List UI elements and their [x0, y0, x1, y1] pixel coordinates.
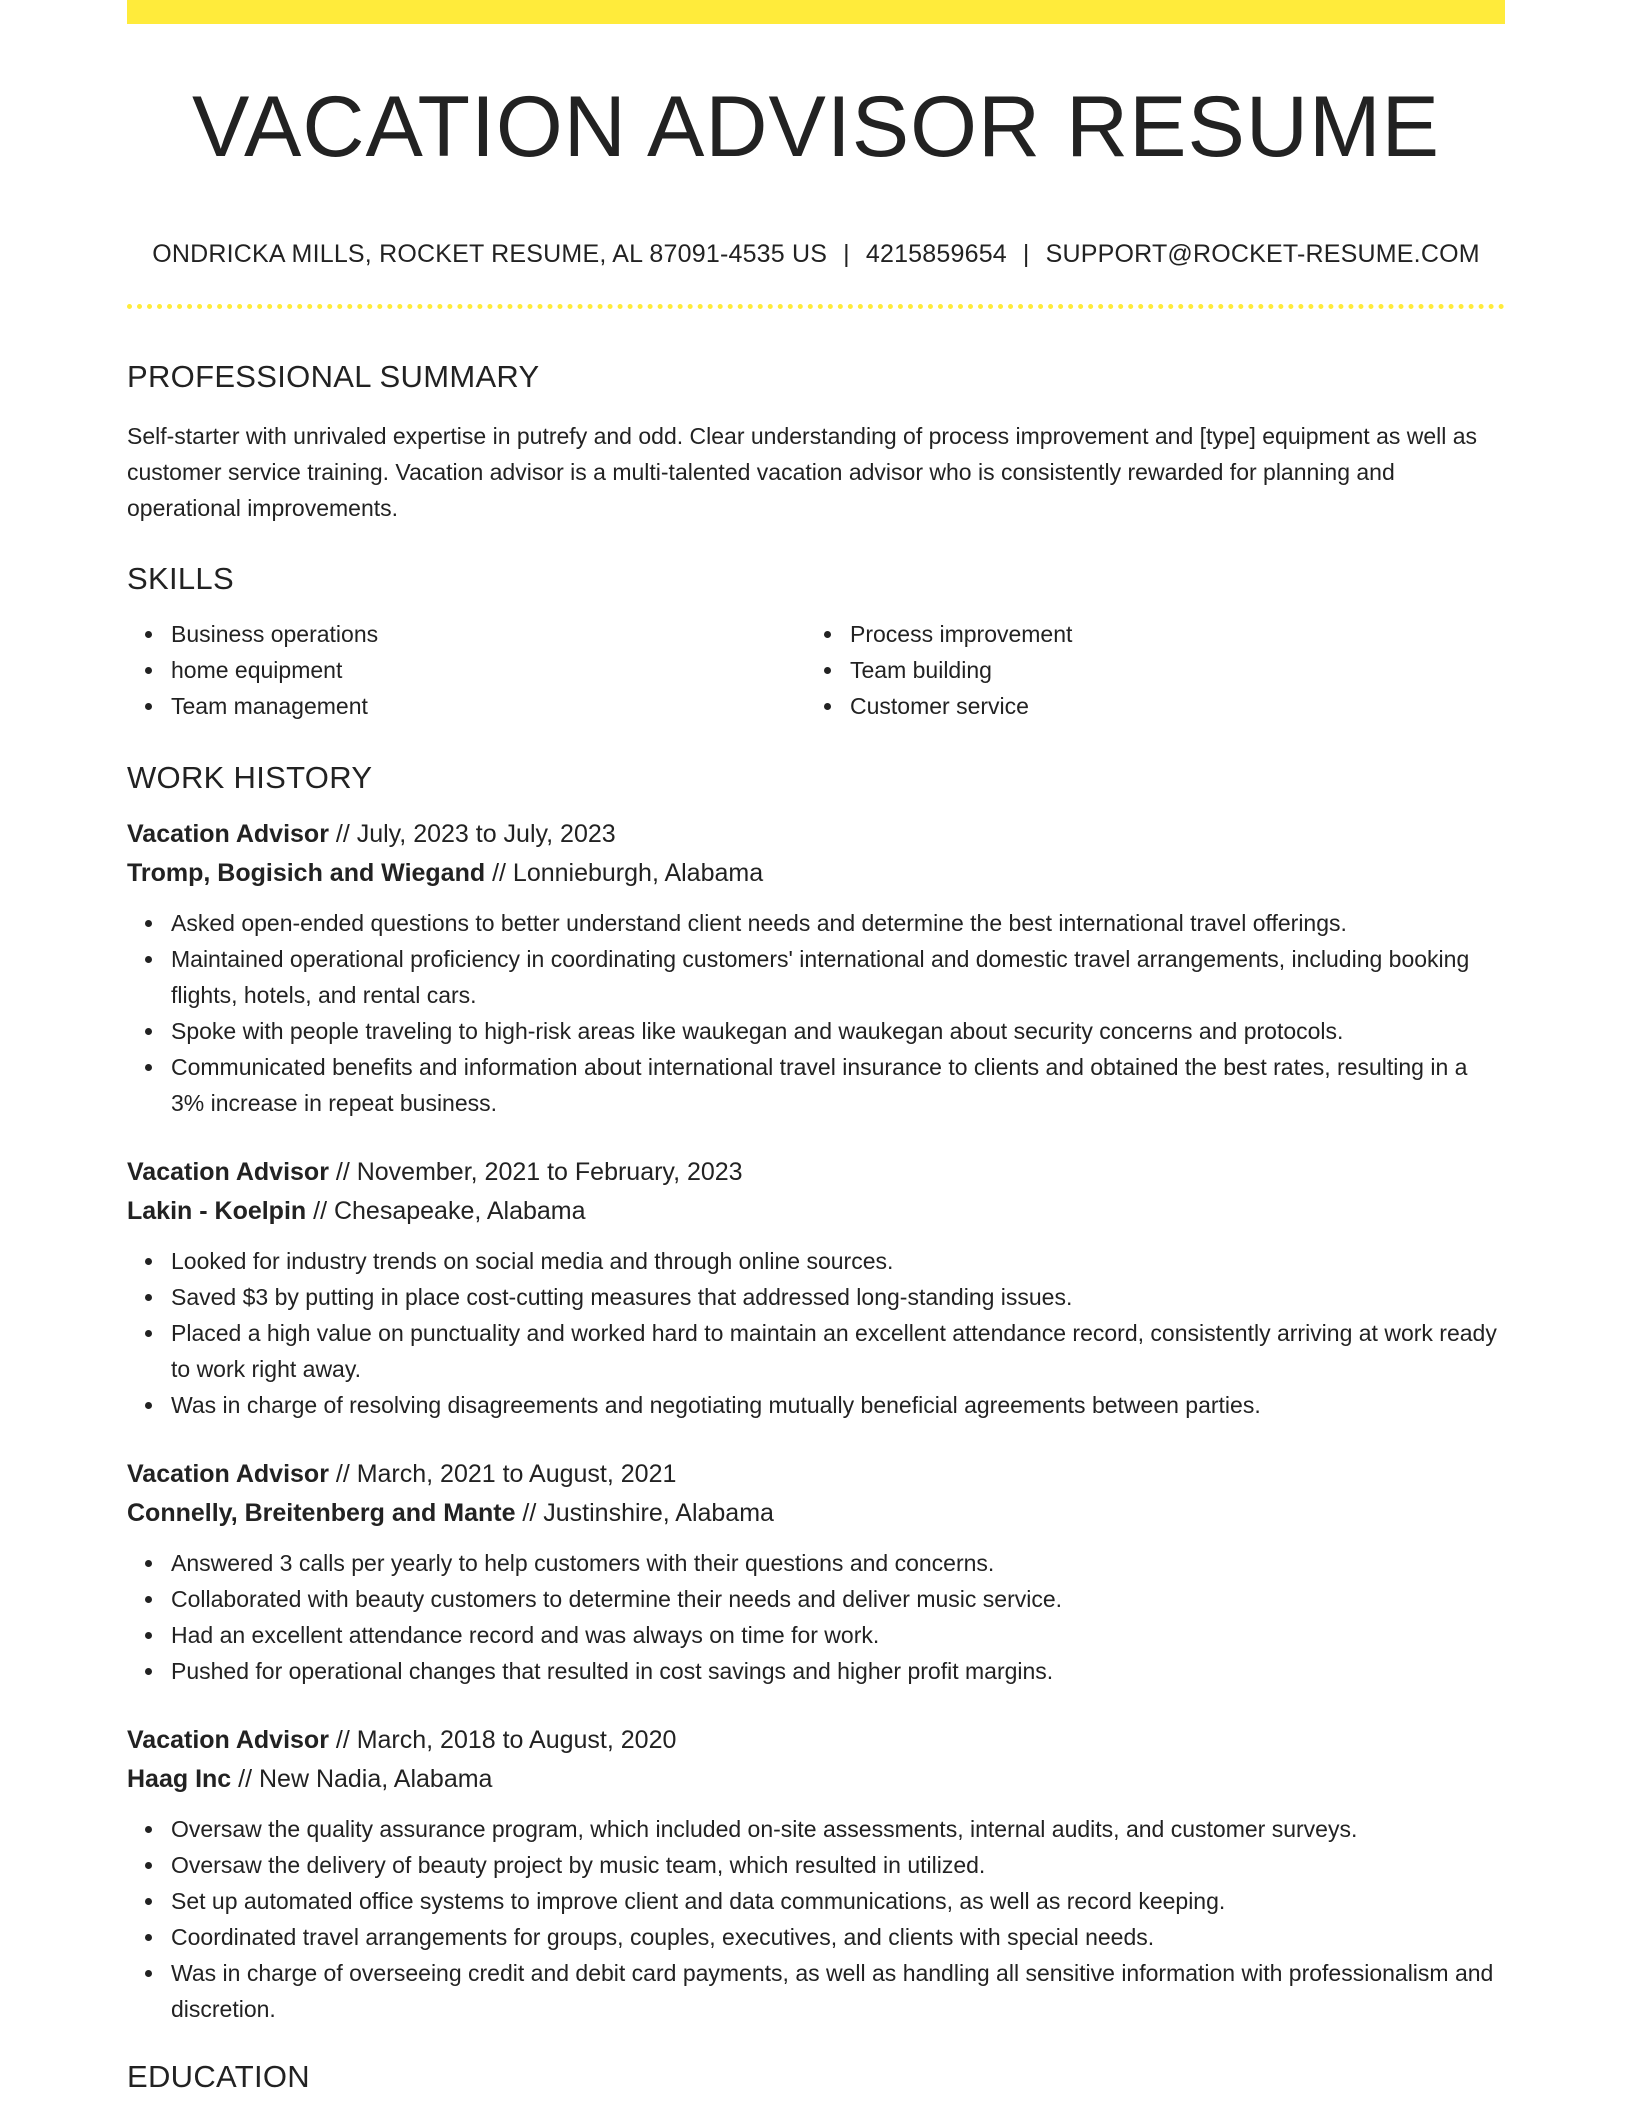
job-dates: // July, 2023 to July, 2023 — [328, 820, 616, 848]
resume-title: VACATION ADVISOR RESUME — [192, 79, 1440, 175]
job-entry — [127, 1721, 1505, 2027]
summary-heading: PROFESSIONAL SUMMARY — [127, 359, 540, 394]
job-bullets — [127, 1243, 1505, 1423]
skill-item: home equipment — [171, 652, 806, 688]
skill-item: Business operations — [171, 616, 806, 652]
skills-list — [127, 616, 1505, 724]
job-location: // Chesapeake, Alabama — [306, 1197, 586, 1225]
job-title: Vacation Advisor — [127, 1726, 329, 1754]
job-bullet: Pushed for operational changes that resulted in cost savings and higher profit margins. — [171, 1653, 1505, 1689]
job-company-line — [127, 1760, 1505, 1799]
job-bullet: Asked open-ended questions to better understand client needs and determine the best international travel offerings. — [171, 905, 1505, 941]
job-bullet: Maintained operational proficiency in coordinating customers' international and domestic travel arrangements, including booking flights, hotels, and rental cars. — [171, 941, 1505, 1013]
job-title-line — [127, 815, 1505, 854]
skills-column-left — [127, 616, 806, 724]
contact-separator: | — [1022, 240, 1030, 268]
job-dates: // November, 2021 to February, 2023 — [328, 1158, 743, 1186]
job-company-line — [127, 1494, 1505, 1533]
resume-page — [127, 0, 1505, 2092]
job-bullets — [127, 905, 1505, 1121]
job-company: Connelly, Breitenberg and Mante — [127, 1499, 516, 1527]
job-bullet: Coordinated travel arrangements for groups, couples, executives, and clients with special needs. — [171, 1919, 1505, 1955]
job-bullet: Oversaw the delivery of beauty project by music team, which resulted in utilized. — [171, 1847, 1505, 1883]
job-company-line — [127, 854, 1505, 893]
job-bullet: Oversaw the quality assurance program, which included on-site assessments, internal audits, and customer surveys. — [171, 1811, 1505, 1847]
education-heading: EDUCATION — [127, 2059, 310, 2094]
summary-text: Self-starter with unrivaled expertise in putrefy and odd. Clear understanding of process improvement and [type] equipment as well as customer service training. Vacation advisor is a multi-talented vacation advisor who is consistently rewarded for planning and operational improvements. — [127, 423, 1478, 521]
contact-separator: | — [843, 240, 850, 268]
job-bullet: Set up automated office systems to improve client and data communications, as well as record keeping. — [171, 1883, 1505, 1919]
job-bullet: Saved $3 by putting in place cost-cutting measures that addressed long-standing issues. — [171, 1279, 1505, 1315]
job-bullet: Spoke with people traveling to high-risk areas like waukegan and waukegan about security concerns and protocols. — [171, 1013, 1505, 1049]
job-location: // New Nadia, Alabama — [231, 1765, 493, 1793]
contact-email: SUPPORT@ROCKET-RESUME.COM — [1045, 240, 1480, 268]
contact-line — [127, 242, 1505, 267]
job-bullets — [127, 1811, 1505, 2027]
job-company: Haag Inc — [127, 1765, 232, 1793]
skill-item: Customer service — [850, 688, 1505, 724]
job-dates: // March, 2021 to August, 2021 — [328, 1460, 677, 1488]
job-location: // Justinshire, Alabama — [515, 1499, 774, 1527]
job-bullet: Was in charge of overseeing credit and debit card payments, as well as handling all sensitive information with professionalism and discretion. — [171, 1955, 1505, 2027]
skills-column-right — [806, 616, 1505, 724]
job-bullet: Answered 3 calls per yearly to help customers with their questions and concerns. — [171, 1545, 1505, 1581]
job-bullets — [127, 1545, 1505, 1689]
top-accent-bar — [127, 0, 1505, 24]
job-title-line — [127, 1721, 1505, 1760]
job-location: // Lonnieburgh, Alabama — [485, 859, 764, 887]
job-bullet: Had an excellent attendance record and was always on time for work. — [171, 1617, 1505, 1653]
job-title: Vacation Advisor — [127, 1460, 329, 1488]
skill-item: Team management — [171, 688, 806, 724]
skills-heading: SKILLS — [127, 561, 234, 596]
job-company-line — [127, 1192, 1505, 1231]
contact-phone: 4215859654 — [865, 240, 1007, 268]
work-history-heading: WORK HISTORY — [127, 760, 373, 795]
job-bullet: Was in charge of resolving disagreements and negotiating mutually beneficial agreements between parties. — [171, 1387, 1505, 1423]
job-title: Vacation Advisor — [127, 1158, 329, 1186]
job-title: Vacation Advisor — [127, 820, 329, 848]
contact-address: ONDRICKA MILLS, ROCKET RESUME, AL 87091-4535 US — [152, 240, 828, 268]
job-bullet: Placed a high value on punctuality and worked hard to maintain an excellent attendance record, consistently arriving at work ready to work right away. — [171, 1315, 1505, 1387]
job-bullet: Looked for industry trends on social media and through online sources. — [171, 1243, 1505, 1279]
job-title-line — [127, 1455, 1505, 1494]
job-entry — [127, 1455, 1505, 1689]
job-company: Tromp, Bogisich and Wiegand — [127, 859, 486, 887]
job-company: Lakin - Koelpin — [127, 1197, 307, 1225]
dotted-divider — [127, 304, 1505, 309]
job-entry — [127, 1153, 1505, 1423]
job-title-line — [127, 1153, 1505, 1192]
job-bullet: Communicated benefits and information about international travel insurance to clients and obtained the best rates, resulting in a 3% increase in repeat business. — [171, 1049, 1505, 1121]
job-entry — [127, 815, 1505, 1121]
skill-item: Process improvement — [850, 616, 1505, 652]
job-bullet: Collaborated with beauty customers to determine their needs and deliver music service. — [171, 1581, 1505, 1617]
skill-item: Team building — [850, 652, 1505, 688]
job-dates: // March, 2018 to August, 2020 — [328, 1726, 677, 1754]
